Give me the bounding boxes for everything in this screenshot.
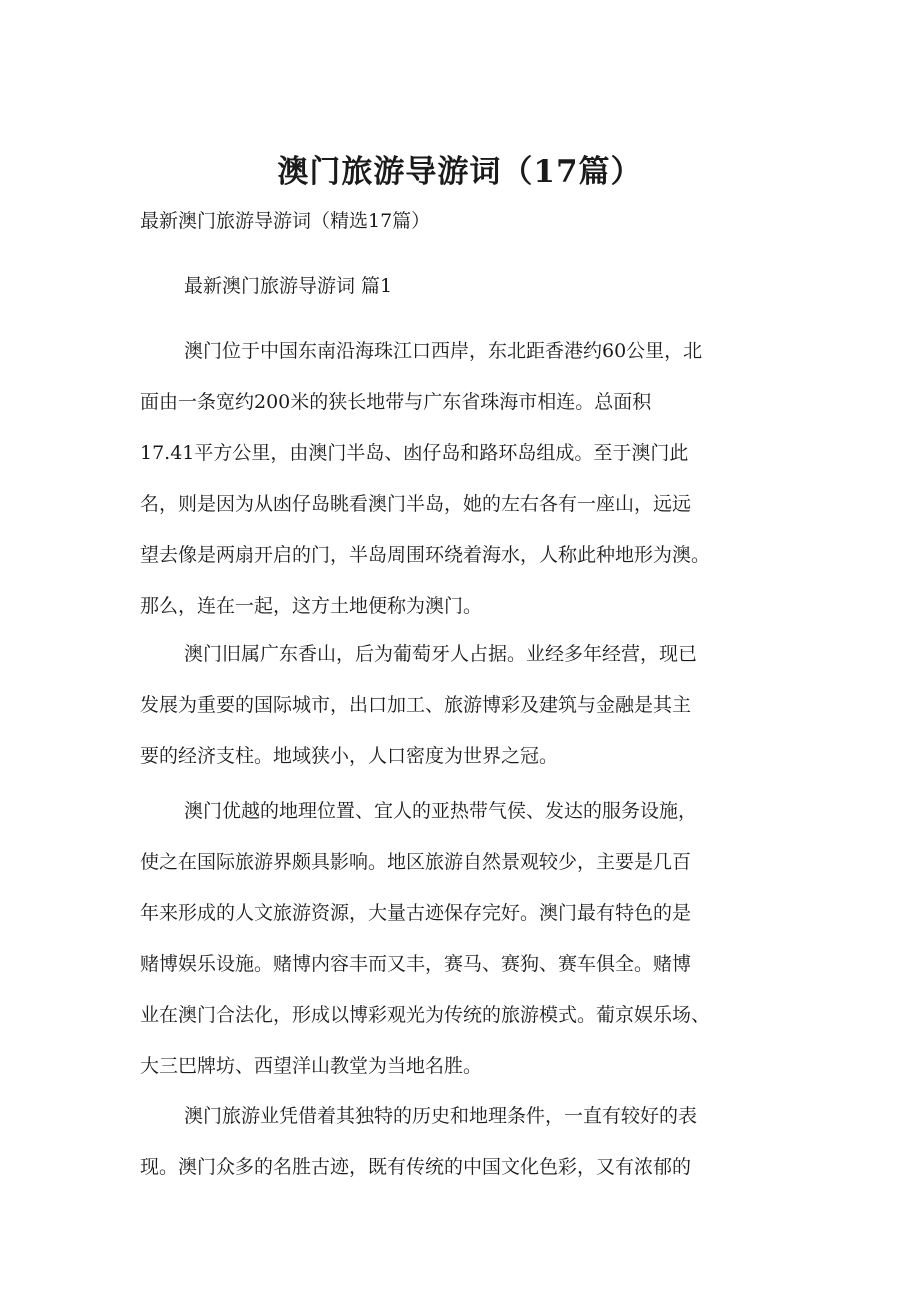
paragraph-line: 澳门旅游业凭借着其独特的历史和地理条件，一直有较好的表 xyxy=(184,1105,698,1127)
document-title: 澳门旅游导游词（17篇） xyxy=(277,154,643,190)
paragraph-line: 那么，连在一起，这方土地便称为澳门。 xyxy=(140,595,483,617)
paragraph-line: 使之在国际旅游界颇具影响。地区旅游自然景观较少，主要是几百 xyxy=(140,851,692,873)
section-heading: 最新澳门旅游导游词 篇1 xyxy=(184,275,393,297)
paragraph-line: 17.41平方公里，由澳门半岛、凼仔岛和路环岛组成。至于澳门此 xyxy=(140,442,689,464)
paragraph-line: 发展为重要的国际城市，出口加工、旅游博彩及建筑与金融是其主 xyxy=(140,694,692,716)
paragraph-1 xyxy=(140,335,820,641)
paragraph-line: 澳门位于中国东南沿海珠江口西岸，东北距香港约60公里，北 xyxy=(184,340,703,362)
paragraph-line: 大三巴牌坊、西望洋山教堂为当地名胜。 xyxy=(140,1055,483,1077)
paragraph-line: 要的经济支柱。地域狭小，人口密度为世界之冠。 xyxy=(140,745,559,767)
paragraph-line: 名，则是因为从凼仔岛眺看澳门半岛，她的左右各有一座山，远远 xyxy=(140,493,692,515)
paragraph-line: 年来形成的人文旅游资源，大量古迹保存完好。澳门最有特色的是 xyxy=(140,902,692,924)
paragraph-line: 赌博娱乐设施。赌博内容丰而又丰，赛马、赛狗、赛车俱全。赌博 xyxy=(140,953,692,975)
paragraph-line: 业在澳门合法化，形成以博彩观光为传统的旅游模式。葡京娱乐场、 xyxy=(140,1004,711,1026)
paragraph-line: 澳门旧属广东香山，后为葡萄牙人占据。业经多年经营，现已 xyxy=(184,643,698,665)
paragraph-line: 现。澳门众多的名胜古迹，既有传统的中国文化色彩，又有浓郁的 xyxy=(140,1156,692,1178)
paragraph-line: 望去像是两扇开启的门，半岛周围环绕着海水，人称此种地形为澳。 xyxy=(140,544,711,566)
paragraph-2 xyxy=(140,638,820,791)
paragraph-3 xyxy=(140,795,820,1101)
paragraph-4 xyxy=(140,1100,820,1202)
paragraph-line: 澳门优越的地理位置、宜人的亚热带气侯、发达的服务设施， xyxy=(184,800,698,822)
document-subtitle: 最新澳门旅游导游词（精选17篇） xyxy=(140,210,431,232)
paragraph-line: 面由一条宽约200米的狭长地带与广东省珠海市相连。总面积 xyxy=(140,391,652,413)
